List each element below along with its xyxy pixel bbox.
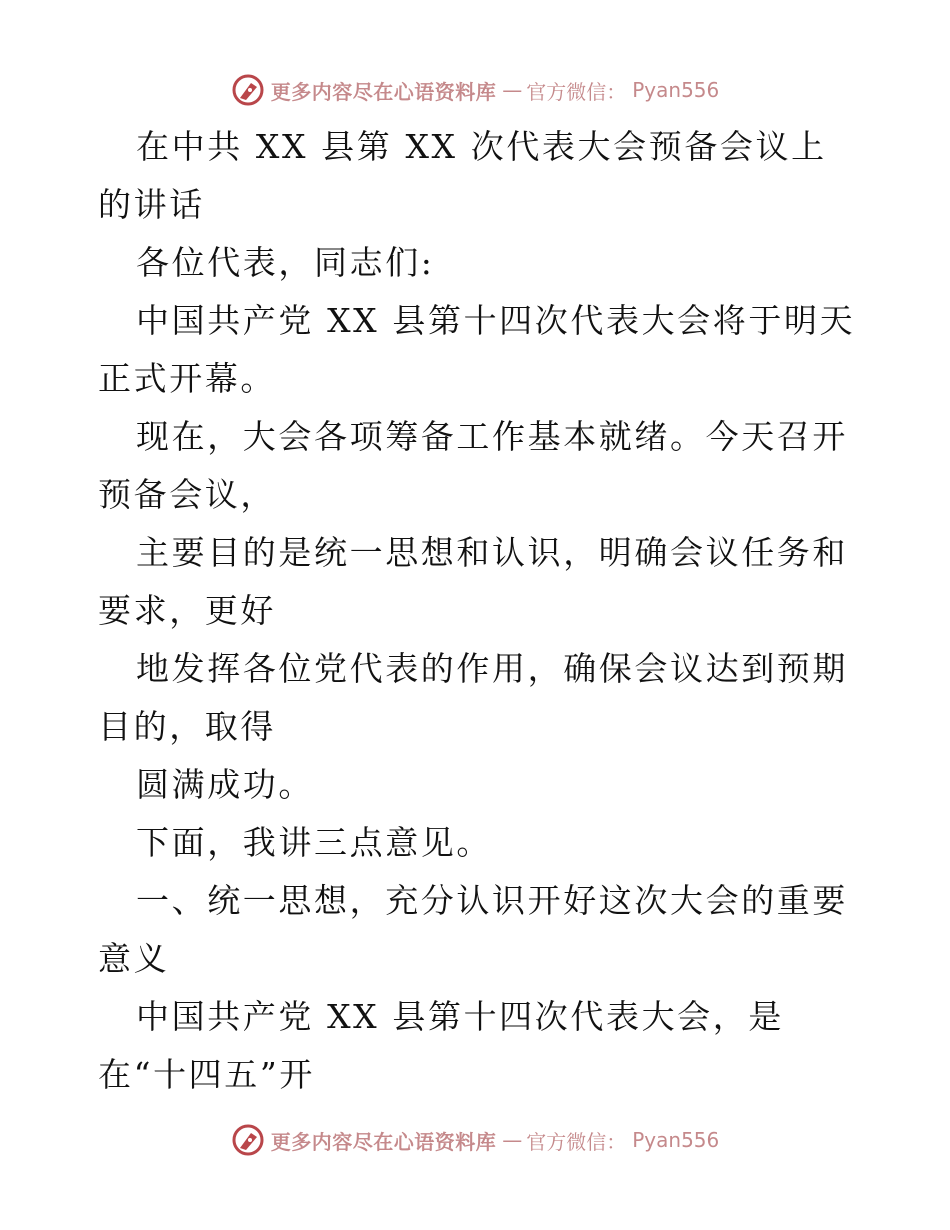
banner-main-text: 更多内容尽在心语资料库 bbox=[270, 1129, 497, 1154]
paragraph: 中国共产党 XX 县第十四次代表大会将于明天正式开幕。 bbox=[98, 301, 856, 398]
banner-wechat-label: 官方微信： bbox=[526, 1129, 627, 1154]
paragraph: 圆满成功。 bbox=[136, 765, 314, 804]
banner-separator: — bbox=[502, 1128, 521, 1152]
banner-wechat-label: 官方微信： bbox=[526, 79, 627, 104]
paragraph-salutation: 各位代表，同志们: bbox=[136, 243, 435, 282]
document-body bbox=[98, 118, 858, 1104]
banner-main-text: 更多内容尽在心语资料库 bbox=[270, 79, 497, 104]
paragraph: 中国共产党 XX 县第十四次代表大会，是在“十四五”开 bbox=[98, 997, 784, 1094]
pen-nib-logo-icon bbox=[231, 1123, 265, 1157]
paragraph: 现在，大会各项筹备工作基本就绪。今天召开预备会议， bbox=[98, 417, 848, 514]
paragraph: 下面，我讲三点意见。 bbox=[136, 823, 492, 862]
pen-nib-logo-icon bbox=[231, 73, 265, 107]
section-heading: 一、统一思想，充分认识开好这次大会的重要意义 bbox=[98, 881, 848, 978]
header-watermark-banner bbox=[0, 70, 950, 110]
banner-wechat-id: Pyan556 bbox=[632, 1128, 720, 1152]
banner-separator: — bbox=[502, 78, 521, 102]
document-title: 在中共 XX 县第 XX 次代表大会预备会议上的讲话 bbox=[98, 127, 827, 224]
footer-watermark-banner bbox=[0, 1120, 950, 1160]
banner-wechat-id: Pyan556 bbox=[632, 78, 720, 102]
paragraph: 地发挥各位党代表的作用，确保会议达到预期目的，取得 bbox=[98, 649, 848, 746]
paragraph: 主要目的是统一思想和认识，明确会议任务和要求，更好 bbox=[98, 533, 848, 630]
